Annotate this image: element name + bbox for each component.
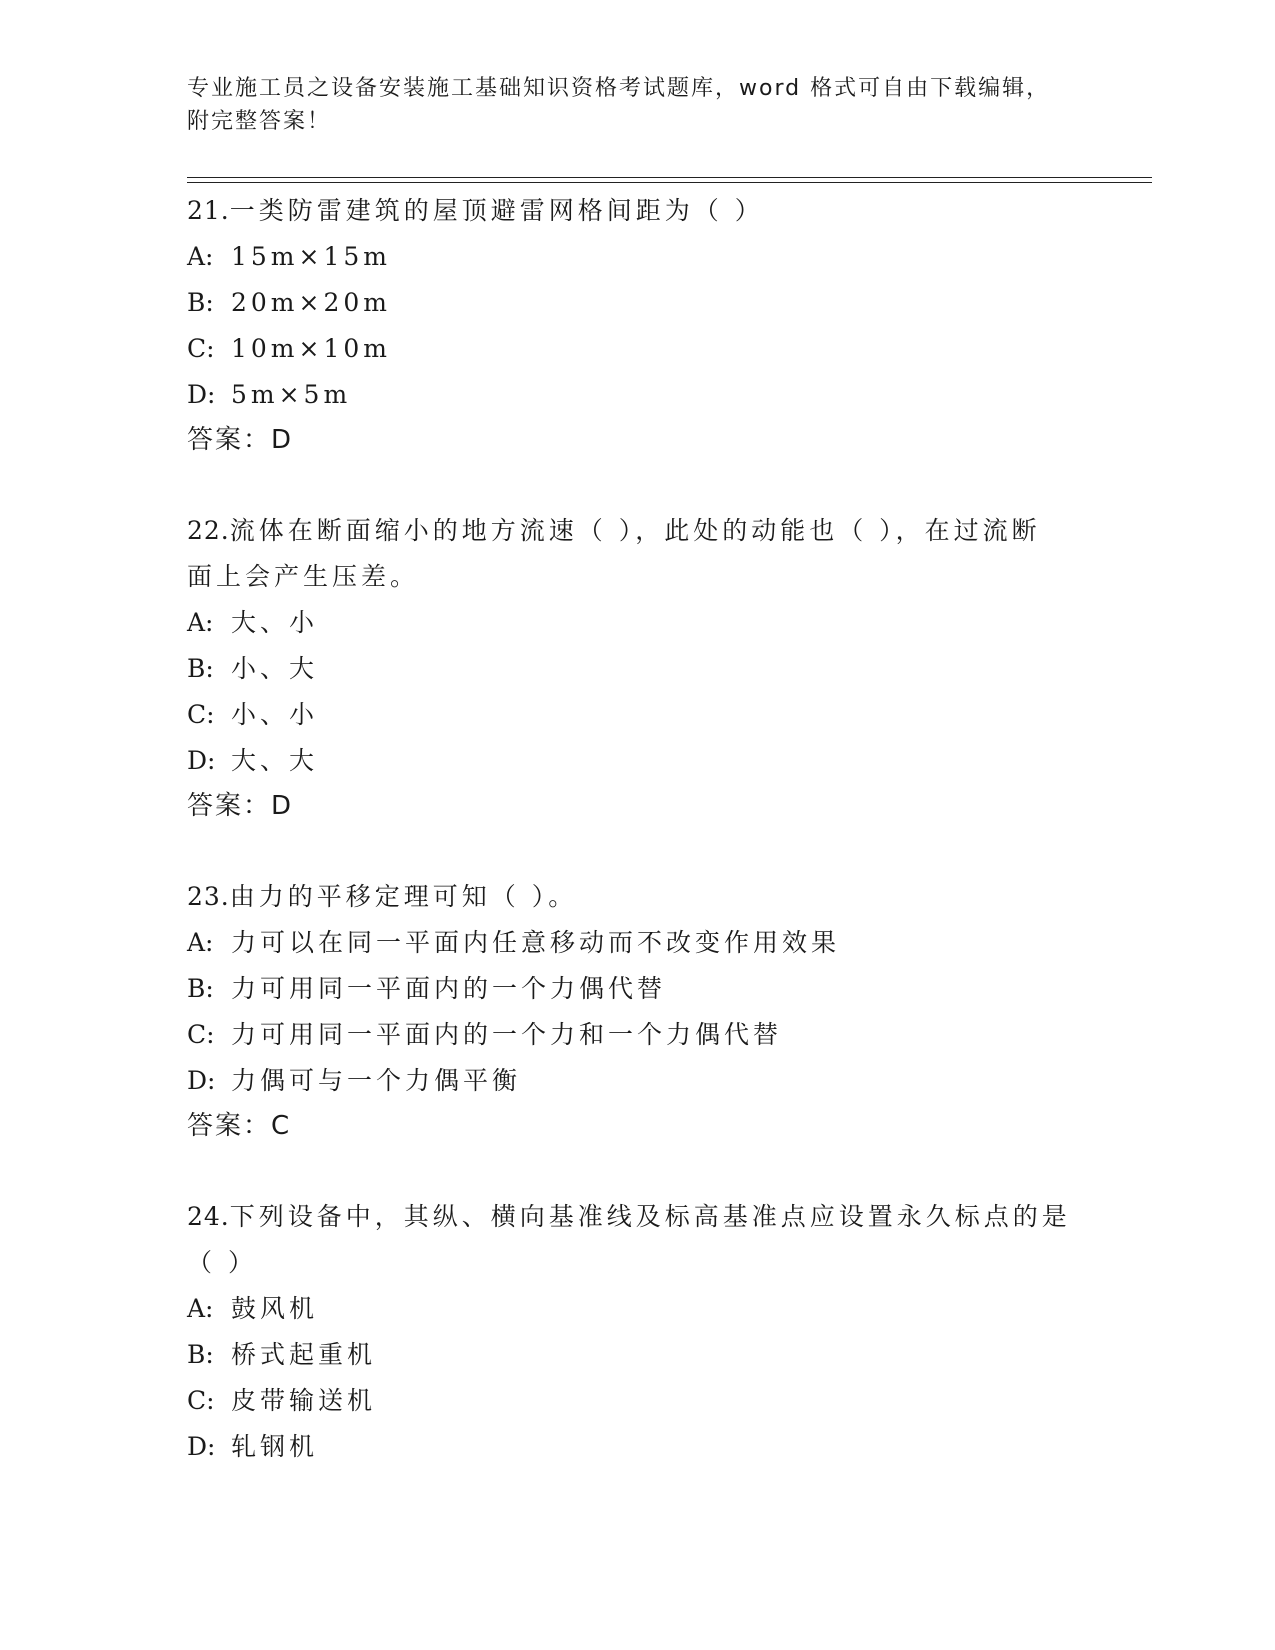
question-number: 21. [187,196,230,225]
question-number: 23. [187,882,230,911]
option-label: A: [187,608,214,637]
option-text: 力可用同一平面内的一个力和一个力偶代替 [231,1020,783,1049]
option-text: 5m×5m [231,380,352,409]
option-text: 20m×20m [231,288,391,317]
question-stem [187,1194,1087,1240]
header-line-1: 专业施工员之设备安装施工基础知识资格考试题库，word 格式可自由下载编辑， [187,76,1051,101]
option-text: 轧钢机 [231,1432,319,1461]
option-c [187,1012,1087,1058]
question-stem-continued: 面上会产生压差。 [187,562,420,591]
answer-line: 答案：D [187,425,294,455]
option-text: 10m×10m [231,334,391,363]
question-number: 22. [187,516,230,545]
question-text: 流体在断面缩小的地方流速（ ），此处的动能也（ ），在过流断 [229,516,1041,545]
option-label: D: [187,746,216,775]
option-d [187,372,1087,418]
option-d [187,738,1087,784]
option-label: A: [187,928,214,957]
option-text: 15m×15m [231,242,391,271]
question-text: 由力的平移定理可知（ ）。 [229,882,578,911]
question-24 [187,1194,1087,1470]
question-stem [187,874,1087,920]
option-text: 皮带输送机 [231,1386,377,1415]
question-21 [187,188,1087,462]
question-stem [187,188,1087,234]
option-text: 力可用同一平面内的一个力偶代替 [231,974,667,1003]
option-b [187,646,1087,692]
question-text: 一类防雷建筑的屋顶避雷网格间距为（ ） [229,196,764,225]
question-list [187,188,1087,1516]
option-label: C: [187,700,215,729]
question-23 [187,874,1087,1148]
option-b [187,280,1087,326]
header-divider-bottom [187,182,1152,183]
option-label: D: [187,1432,216,1461]
option-label: B: [187,974,214,1003]
option-text: 小、大 [231,654,319,683]
question-stem [187,508,1087,554]
answer-line: 答案：C [187,1111,292,1141]
option-label: D: [187,1066,216,1095]
option-label: B: [187,654,214,683]
header-divider-top [187,177,1152,178]
option-d [187,1058,1087,1104]
option-text: 鼓风机 [231,1294,319,1323]
option-label: C: [187,1020,215,1049]
option-label: C: [187,1386,215,1415]
option-label: B: [187,288,214,317]
option-d [187,1424,1087,1470]
option-label: C: [187,334,215,363]
option-c [187,326,1087,372]
question-number: 24. [187,1202,230,1231]
question-stem-continued: （ ） [187,1248,257,1277]
option-a [187,920,1087,966]
option-text: 桥式起重机 [231,1340,377,1369]
option-a [187,600,1087,646]
option-text: 力偶可与一个力偶平衡 [231,1066,522,1095]
option-label: A: [187,242,214,271]
question-text: 下列设备中，其纵、横向基准线及标高基准点应设置永久标点的是 [229,1202,1071,1231]
answer-line: 答案：D [187,791,294,821]
option-text: 力可以在同一平面内任意移动而不改变作用效果 [231,928,841,957]
header-line-2: 附完整答案！ [187,109,332,134]
option-text: 小、小 [231,700,319,729]
option-label: D: [187,380,216,409]
option-label: A: [187,1294,214,1323]
option-text: 大、小 [231,608,319,637]
option-a [187,234,1087,280]
option-label: B: [187,1340,214,1369]
option-c [187,692,1087,738]
option-text: 大、大 [231,746,319,775]
question-22 [187,508,1087,828]
option-b [187,966,1087,1012]
document-header [187,72,1087,138]
option-a [187,1286,1087,1332]
option-c [187,1378,1087,1424]
option-b [187,1332,1087,1378]
